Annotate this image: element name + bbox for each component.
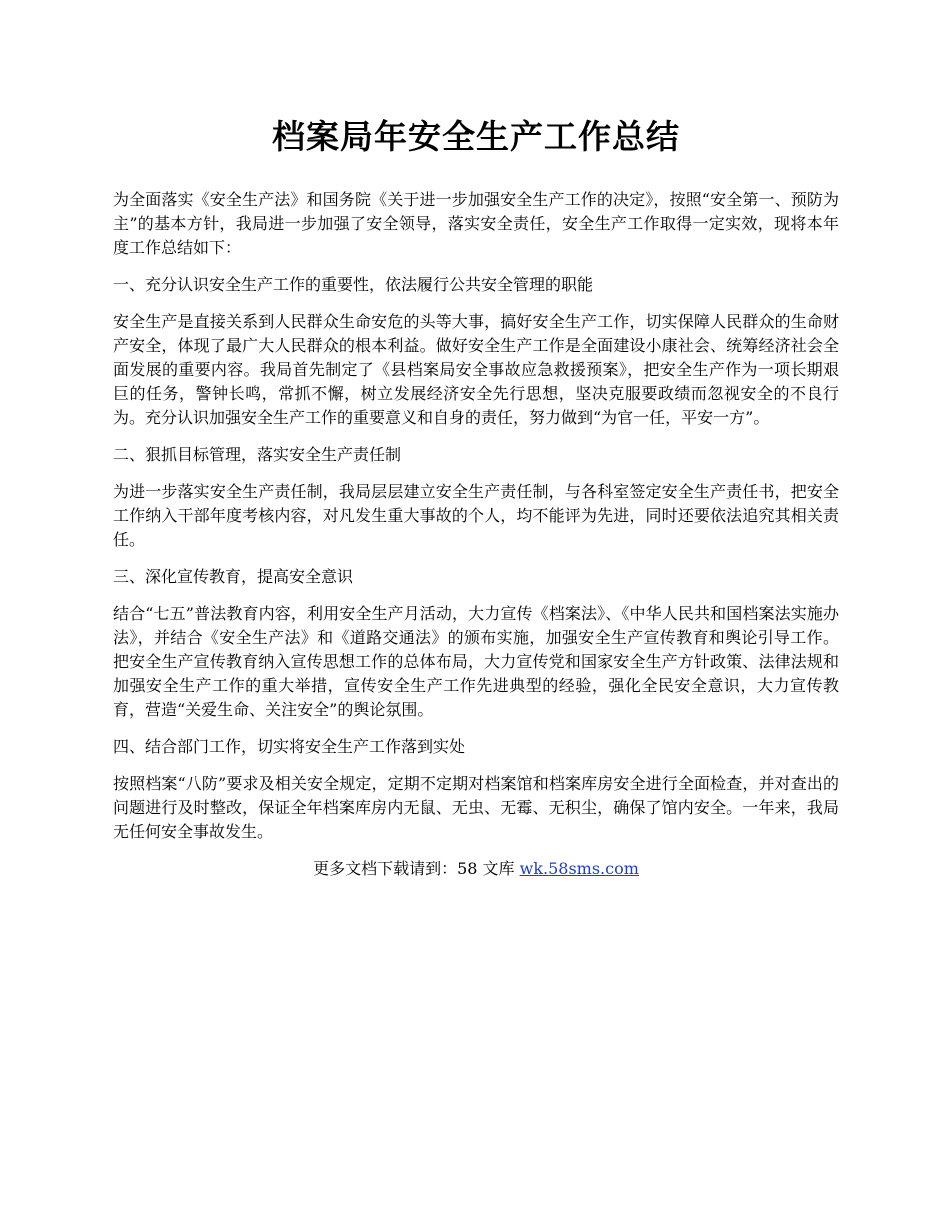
intro-paragraph: 为全面落实《安全生产法》和国务院《关于进一步加强安全生产工作的决定》，按照“安全第一、预防为主”的基本方针，我局进一步加强了安全领导，落实安全责任，安全生产工作取得一定实效，现将本年度工作总结如下： [113,190,839,257]
section-1-body: 安全生产是直接关系到人民群众生命安危的头等大事，搞好安全生产工作，切实保障人民群众的生命财产安全，体现了最广大人民群众的根本利益。做好安全生产工作是全面建设小康社会、统筹经济社会全面发展的重要内容。我局首先制定了《县档案局安全事故应急救援预案》，把安全生产作为一项长期艰巨的任务，警钟长鸣，常抓不懈，树立发展经济安全先行思想，坚决克服要政绩而忽视安全的不良行为。充分认识加强安全生产工作的重要意义和自身的责任，努力做到“为官一任，平安一方”。 [113,312,839,427]
section-3-heading: 三、深化宣传教育，提高安全意识 [113,567,354,586]
section-4-heading: 四、结合部门工作，切实将安全生产工作落到实处 [113,737,466,756]
page-title: 档案局年安全生产工作总结 [272,117,680,156]
download-footer [113,857,839,881]
document-body [113,112,839,881]
section-4-body: 按照档案“八防”要求及相关安全规定，定期不定期对档案馆和档案库房安全进行全面检查，并对查出的问题进行及时整改，保证全年档案库房内无鼠、无虫、无霉、无积尘，确保了馆内安全。一年来，我局无任何安全事故发生。 [113,774,839,841]
section-2-body: 为进一步落实安全生产责任制，我局层层建立安全生产责任制，与各科室签定安全生产责任书，把安全工作纳入干部年度考核内容，对凡发生重大事故的个人，均不能评为先进，同时还要依法追究其相关责任。 [113,482,839,549]
section-3-body: 结合“七五”普法教育内容，利用安全生产月活动，大力宣传《档案法》、《中华人民共和国档案法实施办法》，并结合《安全生产法》和《道路交通法》的颁布实施，加强安全生产宣传教育和舆论引导工作。把安全生产宣传教育纳入宣传思想工作的总体布局，大力宣传党和国家安全生产方针政策、法律法规和加强安全生产工作的重大举措，宣传安全生产工作先进典型的经验，强化全民安全意识，大力宣传教育，营造“关爱生命、关注安全”的舆论氛围。 [113,604,839,719]
section-1-heading: 一、充分认识安全生产工作的重要性，依法履行公共安全管理的职能 [113,275,594,294]
footer-prefix: 更多文档下载请到：58 文库 [313,859,520,878]
section-2-heading: 二、狠抓目标管理，落实安全生产责任制 [113,445,402,464]
footer-link[interactable]: wk.58sms.com [519,859,639,878]
